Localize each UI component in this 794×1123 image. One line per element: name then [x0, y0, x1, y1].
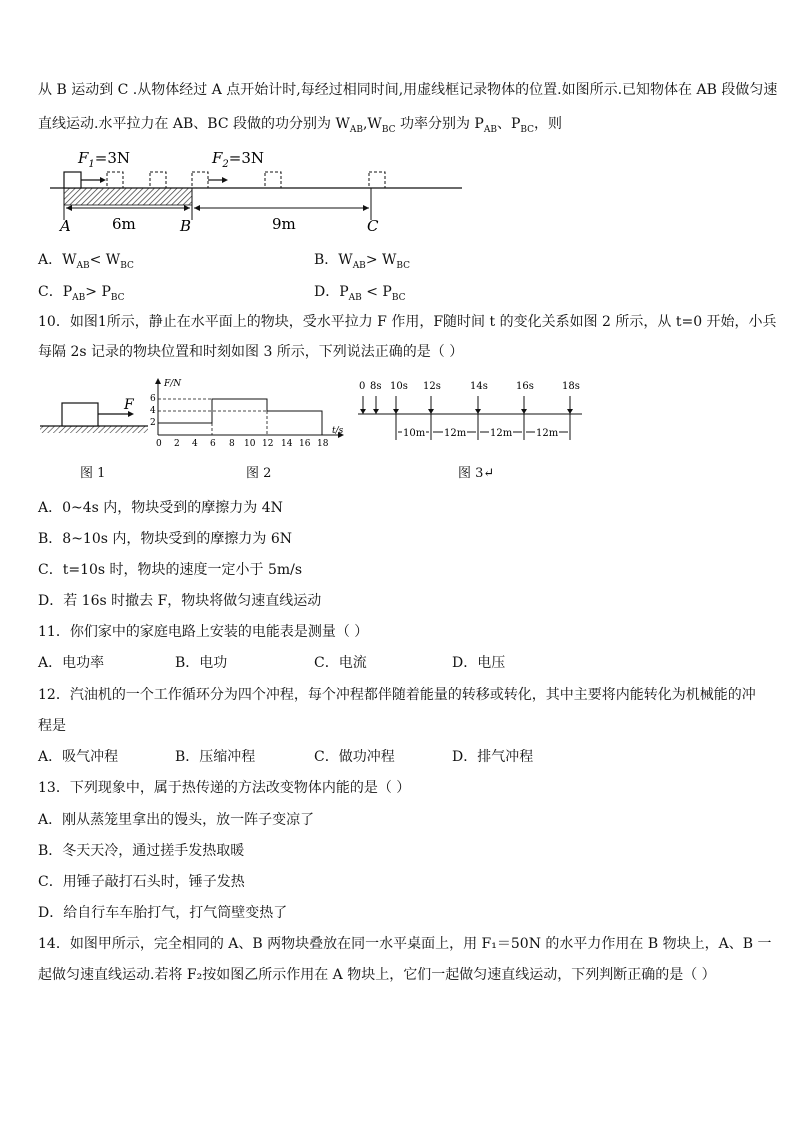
time-labels — [359, 381, 580, 392]
f2-label: $F_2=3N$ — [212, 149, 265, 170]
q10-option-d[interactable]: D．若 16s 时撤去 F，物块将做匀速直线运动 — [38, 593, 322, 609]
q11-stem: 11．你们家中的家庭电路上安装的电能表是测量（ ） — [38, 624, 369, 640]
svg-text:16s: 16s — [516, 381, 534, 392]
block — [62, 403, 98, 426]
x-axis-label: t/s — [332, 426, 344, 436]
q9-line-1: 从 B 运动到 C .从物体经过 A 点开始计时,每经过相同时间,用虚线框记录物体的位置.如图所示.已知物体在 AB 段做匀速 — [38, 82, 778, 98]
dist-bc-label: 9m — [272, 215, 296, 233]
y-tick: 6 — [150, 394, 156, 404]
q9-option-a[interactable]: A．$W_{AB}< W_{BC}$ — [38, 252, 134, 271]
f1-label: $F_1=3N$ — [78, 149, 131, 170]
q11-option-d[interactable]: D．电压 — [452, 655, 506, 671]
svg-text:0: 0 — [156, 439, 162, 449]
dist-ab-label: 6m — [112, 215, 136, 233]
svg-text:6: 6 — [210, 439, 216, 449]
q11-option-c[interactable]: C．电流 — [314, 655, 367, 671]
rough-surface-ab — [64, 188, 192, 205]
svg-text:0: 0 — [359, 381, 366, 392]
point-a-label: A — [60, 217, 71, 235]
q10-option-c[interactable]: C．t=10s 时，物块的速度一定小于 5m/s — [38, 562, 303, 578]
q13-option-b[interactable]: B．冬天天冷，通过搓手发热取暖 — [38, 843, 245, 859]
y-tick: 4 — [150, 406, 156, 416]
fig1-caption: 图 1 — [80, 466, 106, 481]
svg-text:12m: 12m — [444, 428, 467, 439]
svg-text:10m: 10m — [403, 428, 426, 439]
q10-fig1 — [40, 395, 150, 440]
q10-fig3-record — [356, 378, 586, 446]
dashed-box — [192, 172, 208, 188]
q9-line-2: 直线运动.水平拉力在 AB、BC 段做的功分别为 $W_{AB},W_{BC}$ 功率分别为 $P_{AB}$、$P_{BC}$，则 — [38, 116, 563, 135]
q10-fig2-graph — [148, 378, 348, 450]
q12-option-b[interactable]: B．压缩冲程 — [175, 749, 256, 765]
svg-text:10: 10 — [244, 439, 256, 449]
point-c-label: C — [367, 217, 379, 235]
svg-text:14s: 14s — [470, 381, 488, 392]
q10-line-2: 每隔 2s 记录的物块位置和时刻如图 3 所示，下列说法正确的是（ ） — [38, 344, 464, 360]
q12-line-1: 12．汽油机的一个工作循环分为四个冲程，每个冲程都伴随着能量的转移或转化，其中主要将内能转化为机械能的冲 — [38, 687, 756, 703]
svg-text:12: 12 — [262, 439, 274, 449]
svg-text:8s: 8s — [370, 381, 382, 392]
y-tick: 2 — [150, 418, 156, 428]
svg-text:4: 4 — [192, 439, 198, 449]
svg-text:8: 8 — [229, 439, 235, 449]
point-b-label: B — [180, 217, 192, 235]
q12-option-d[interactable]: D．排气冲程 — [452, 749, 534, 765]
q13-option-d[interactable]: D．给自行车车胎打气，打气筒壁变热了 — [38, 905, 288, 921]
q10-option-a[interactable]: A．0~4s 内，物块受到的摩擦力为 4N — [38, 500, 283, 516]
y-axis-label: F/N — [164, 379, 182, 389]
dashed-box — [369, 172, 385, 188]
q9-option-d[interactable]: D．$P_{AB} < P_{BC}$ — [314, 284, 406, 303]
q12-line-2: 程是 — [38, 718, 66, 734]
q13-option-c[interactable]: C．用锤子敲打石头时，锤子发热 — [38, 874, 245, 890]
force-label: F — [124, 397, 134, 413]
q13-stem: 13．下列现象中，属于热传递的方法改变物体内能的是（ ） — [38, 780, 411, 796]
svg-text:12s: 12s — [423, 381, 441, 392]
q10-option-b[interactable]: B．8~10s 内，物块受到的摩擦力为 6N — [38, 531, 292, 547]
q11-option-a[interactable]: A．电功率 — [38, 655, 105, 671]
q14-line-2: 起做匀速直线运动.若将 F₂按如图乙所示作用在 A 物块上，它们一起做匀速直线运动，下列判断正确的是（ ） — [38, 967, 716, 983]
dashed-box — [265, 172, 281, 188]
svg-text:2: 2 — [174, 439, 180, 449]
svg-text:18: 18 — [317, 439, 329, 449]
force-curve — [158, 399, 322, 435]
svg-text:10s: 10s — [390, 381, 408, 392]
distance-labels — [403, 428, 559, 439]
q12-option-c[interactable]: C．做功冲程 — [314, 749, 395, 765]
q9-option-c[interactable]: C．$P_{AB}> P_{BC}$ — [38, 284, 125, 303]
fig2-caption: 图 2 — [246, 466, 272, 481]
q13-option-a[interactable]: A．刚从蒸笼里拿出的馒头，放一阵子变凉了 — [38, 812, 315, 828]
svg-text:12m: 12m — [536, 428, 559, 439]
fig3-caption: 图 3↵ — [458, 466, 495, 481]
q10-line-1: 10．如图1所示，静止在水平面上的物块，受水平拉力 F 作用，F随时间 t 的变化关系如图 2 所示，从 t=0 开始，小兵 — [38, 314, 777, 330]
q11-option-b[interactable]: B．电功 — [175, 655, 228, 671]
svg-text:18s: 18s — [562, 381, 580, 392]
q9-option-b[interactable]: B．$W_{AB}> W_{BC}$ — [314, 252, 411, 271]
dashed-box — [150, 172, 166, 188]
svg-text:12m: 12m — [490, 428, 513, 439]
q9-motion-figure — [50, 145, 470, 240]
svg-text:14: 14 — [281, 439, 293, 449]
q14-line-1: 14．如图甲所示，完全相同的 A、B 两物块叠放在同一水平桌面上，用 F₁＝50N 的水平力作用在 B 物块上，A、B 一 — [38, 936, 772, 952]
svg-text:16: 16 — [299, 439, 311, 449]
block-at-a — [64, 172, 81, 188]
dashed-box — [107, 172, 123, 188]
q12-option-a[interactable]: A．吸气冲程 — [38, 749, 119, 765]
x-ticks — [156, 439, 329, 449]
